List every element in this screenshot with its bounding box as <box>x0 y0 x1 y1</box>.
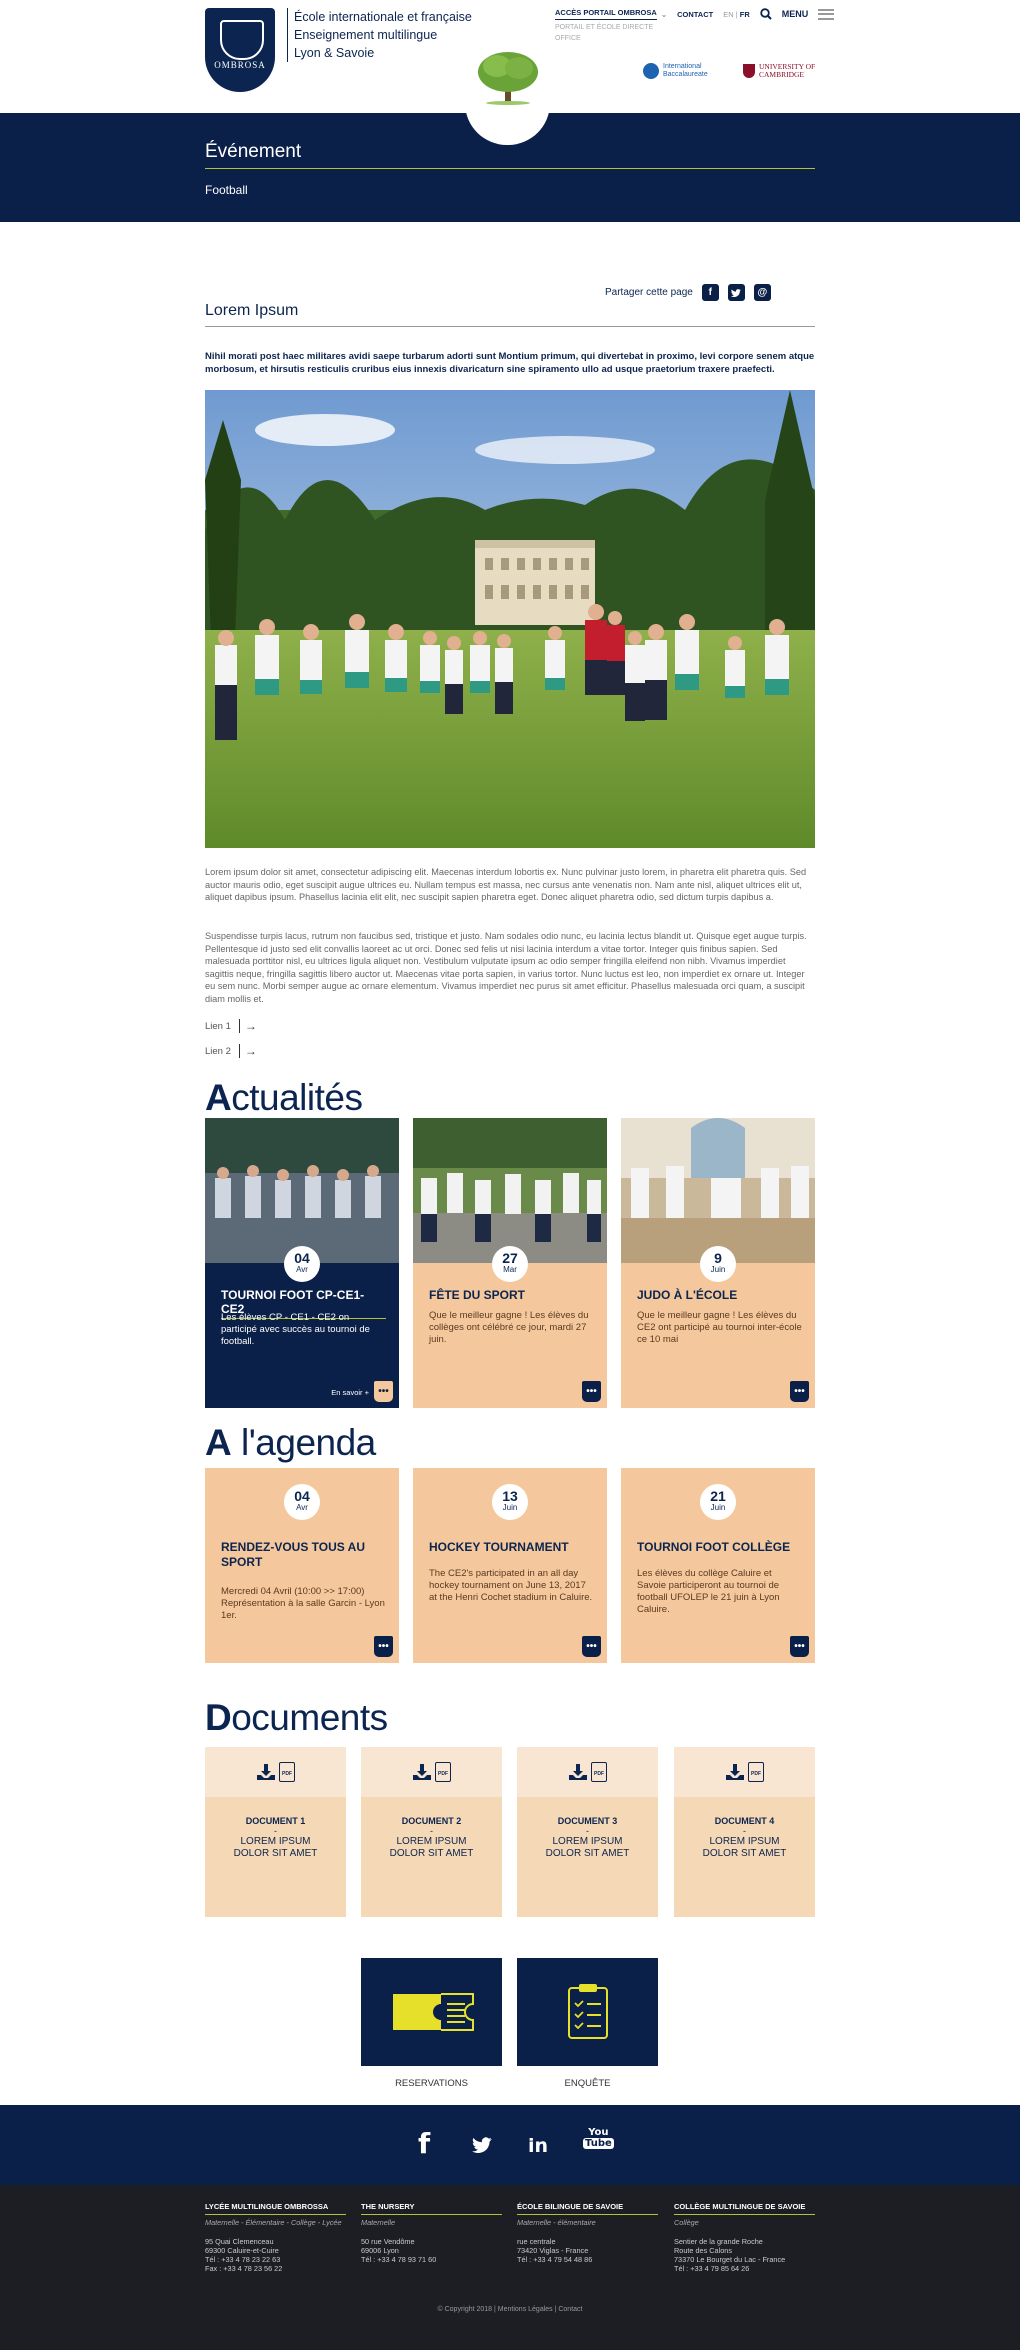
lang-fr[interactable]: FR <box>739 9 750 19</box>
link-1-label: Lien 1 <box>205 1020 231 1032</box>
news-card-text: Les élèves CP - CE1 - CE2 on participé avec succès au tournoi de football. <box>221 1312 370 1347</box>
agenda-card-text: Mercredi 04 Avril (10:00 >> 17:00) Représentation à la salle Garcin - Lyon 1er. <box>221 1586 385 1621</box>
news-card-date <box>700 1246 736 1282</box>
document-card[interactable] <box>361 1747 502 1917</box>
actualites-heading-rest: ctualités <box>231 1077 363 1118</box>
site-footer <box>0 2185 1020 2350</box>
date-month: Juin <box>710 1265 726 1274</box>
link-1[interactable] <box>205 1019 257 1033</box>
footer-line: Tél : +33 4 78 23 22 63 <box>205 2255 281 2264</box>
agenda-card-title: RENDEZ-VOUS TOUS AU SPORT <box>221 1540 366 1569</box>
document-desc: LOREM IPSUM DOLOR SIT AMET <box>702 1836 787 1859</box>
school-line-2: Enseignement multilingue <box>294 28 438 42</box>
date-day: 04 <box>294 1250 310 1266</box>
ib-text: International Baccalaureate <box>663 63 708 78</box>
agenda-card-text: The CE2's participated in an all day hockey tournament on June 13, 2017 at the Henri Cochet stadium in Caluire. <box>429 1568 593 1603</box>
more-dots-icon[interactable]: ••• <box>790 1381 809 1402</box>
footer-heading[interactable]: LYCÉE MULTILINGUE OMBROSSA <box>205 2202 346 2215</box>
school-crest-logo[interactable] <box>205 8 275 92</box>
footer-sub: Maternelle - élémentaire <box>517 2218 596 2227</box>
agenda-card-date <box>492 1484 528 1520</box>
agenda-card[interactable] <box>413 1468 607 1663</box>
article-paragraph-1: Lorem ipsum dolor sit amet, consectetur adipiscing elit. Maecenas interdum lobortis ex. Nunc pulvinar justo lorem, in pharetra elit pharetra quis. Sed auctor mauris odio, eget suscipit augue ultrices eu. Nullam tempus est massa, nec cursus ante venenatis non. Nam ante nisl, aliquet ultrices elit ut, aliquet dapibus ipsum. Phasellus lacinia elit elit, nec suscipit sapien pharetra eget. Donec aliquet pharetra odio, sed dictum turpis dapibus a. <box>205 867 807 903</box>
footer-line: 73420 Viglas - France <box>517 2246 589 2255</box>
date-month: Avr <box>296 1503 308 1512</box>
chevron-down-icon[interactable]: ⌄ <box>660 9 668 19</box>
footer-sub: Collège <box>674 2218 699 2227</box>
clipboard-checklist-icon <box>517 1958 658 2066</box>
tree-logo-icon[interactable] <box>475 50 541 105</box>
ticket-icon <box>361 1958 502 2066</box>
news-card-image <box>205 1118 399 1266</box>
ib-globe-icon <box>643 63 659 79</box>
language-switch <box>723 10 750 19</box>
portail-subtitle: PORTAIL ET ÉCOLE DIRECTE OFFICE <box>555 24 654 42</box>
document-dash: - <box>430 1826 433 1836</box>
menu-label[interactable]: MENU <box>781 9 809 19</box>
news-card[interactable] <box>205 1118 399 1408</box>
agenda-card-date <box>700 1484 736 1520</box>
article-lead: Nihil morati post haec militares avidi saepe turbarum adorti sunt Montium primum, qui divertebat in proximo, levi corpore senem atque morbosum, et hirsutis resticulis cruribus eius innexis divaricaturn sine spiramento ullo ad usque praetorium traxere praefecti. <box>205 351 815 375</box>
pdf-icon: PDF <box>435 1762 451 1782</box>
youtube-bottom: Tube <box>585 2138 612 2149</box>
share-bar <box>605 284 771 301</box>
arrow-right-icon: → <box>239 1019 257 1033</box>
date-month: Juin <box>502 1503 518 1512</box>
top-nav <box>555 8 834 20</box>
crest-text: OMBROSA <box>214 60 266 70</box>
email-share-icon[interactable]: @ <box>754 284 771 301</box>
footer-line: Fax : +33 4 78 23 56 22 <box>205 2264 283 2273</box>
date-month: Mar <box>503 1265 517 1274</box>
more-dots-icon[interactable]: ••• <box>374 1636 393 1657</box>
download-icon[interactable] <box>256 1762 276 1782</box>
footer-line: 69006 Lyon <box>361 2246 399 2255</box>
footer-sub: Maternelle - Élémentaire - Collège - Lycée <box>205 2218 342 2227</box>
share-label: Partager cette page <box>605 287 693 298</box>
document-title: DOCUMENT 2 <box>401 1816 462 1826</box>
school-line-1: École internationale et française <box>294 10 472 24</box>
reservations-label[interactable]: RESERVATIONS <box>395 2078 468 2089</box>
agenda-card[interactable] <box>621 1468 815 1663</box>
actualites-heading-initial: A <box>205 1077 232 1118</box>
document-card[interactable] <box>674 1747 815 1917</box>
copyright[interactable]: © Copyright 2018 | Mentions Légales | Contact <box>437 2306 583 2313</box>
more-dots-icon[interactable]: ••• <box>582 1636 601 1657</box>
actualites-heading <box>205 1077 362 1119</box>
agenda-card-date <box>284 1484 320 1520</box>
documents-heading <box>205 1697 388 1739</box>
news-card-text: Que le meilleur gagne ! Les élèves du collèges ont célébré ce jour, mardi 27 juin. <box>429 1310 589 1345</box>
portail-link[interactable]: ACCÈS PORTAIL OMBROSA <box>555 8 657 20</box>
link-2[interactable] <box>205 1044 257 1058</box>
footer-line: Tél : +33 4 79 54 48 86 <box>517 2255 593 2264</box>
agenda-card-title: TOURNOI FOOT COLLÈGE <box>637 1540 791 1554</box>
document-dash: - <box>586 1826 589 1836</box>
hamburger-menu-icon[interactable] <box>818 9 834 20</box>
youtube-icon[interactable] <box>583 2127 614 2149</box>
document-icons <box>674 1747 815 1797</box>
document-desc: LOREM IPSUM DOLOR SIT AMET <box>233 1836 318 1859</box>
agenda-card-text: Les élèves du collège Caluire et Savoie participeront au tournoi de football UFOLEP le 21 juin à Lyon Caluire. <box>637 1568 780 1615</box>
documents-heading-initial: D <box>205 1697 232 1738</box>
twitter-icon[interactable] <box>472 2137 492 2153</box>
footer-heading[interactable]: COLLÈGE MULTILINGUE DE SAVOIE <box>674 2202 815 2215</box>
more-dots-icon[interactable]: ••• <box>582 1381 601 1402</box>
more-dots-icon[interactable]: ••• <box>790 1636 809 1657</box>
date-month: Avr <box>296 1265 308 1274</box>
youtube-top: You <box>588 2127 609 2138</box>
download-icon[interactable] <box>725 1762 745 1782</box>
date-month: Juin <box>710 1503 726 1512</box>
page-title: Événement <box>205 141 815 169</box>
arrow-right-icon: → <box>239 1044 257 1058</box>
lang-separator: | <box>735 9 738 19</box>
footer-line: Tél : +33 4 79 85 64 26 <box>674 2264 750 2273</box>
article-title: Lorem Ipsum <box>205 302 815 327</box>
social-bar <box>0 2105 1020 2185</box>
news-card[interactable] <box>413 1118 607 1408</box>
link-2-label: Lien 2 <box>205 1045 231 1057</box>
date-day: 27 <box>502 1250 518 1266</box>
event-photo <box>205 390 815 848</box>
news-card-image <box>621 1118 815 1266</box>
search-icon[interactable] <box>760 8 772 20</box>
reservations-tile[interactable] <box>361 1958 502 2066</box>
survey-label[interactable]: ENQUÊTE <box>564 2078 611 2089</box>
news-card-text: Que le meilleur gagne ! Les élèves du CE2 ont participé au tournoi inter-école ce 10 mai <box>637 1310 802 1345</box>
date-day: 9 <box>714 1250 722 1266</box>
document-title: DOCUMENT 4 <box>714 1816 775 1826</box>
article-paragraph-2: Suspendisse turpis lacus, rutrum non faucibus sed, tristique et justo. Nam sodales odio nunc, eu lacinia lectus blandit ut. Quisque eget augue turpis. Pellentesque id justo sed elit convallis laoreet ac ut orci. Donec sed felis ut nisi lacinia interdum a vitae tortor. Integer quis finibus sapien. Sed malesuada porttitor nisl, eu ultrices ligula aliquet non. Vestibulum vulputate ipsum ac odio semper fringilla eleifend non nibh. Vivamus imperdiet sagittis neque, fringilla sagittis libero auctor ut. Maecenas vitae porta sapien, in varius tortor. Nunc luctus est leo, non imperdiet ex ornare ut. Integer eu sem nunc. Morbi semper augue ac ornare elementum. Vivamus imperdiet nec purus sit amet efficitur. Phasellus malesuada orci quam, a suscipit diam mollis et. <box>205 931 807 1004</box>
pdf-icon: PDF <box>748 1762 764 1782</box>
cambridge-logo[interactable] <box>743 63 821 79</box>
news-card-date <box>284 1246 320 1282</box>
footer-line: Tél : +33 4 78 93 71 60 <box>361 2255 437 2264</box>
document-desc: LOREM IPSUM DOLOR SIT AMET <box>545 1836 630 1859</box>
footer-sub: Maternelle <box>361 2218 396 2227</box>
download-icon[interactable] <box>568 1762 588 1782</box>
footer-line: 95 Quai Clemenceau <box>205 2237 274 2246</box>
footer-heading[interactable]: ÉCOLE BILINGUE DE SAVOIE <box>517 2202 658 2215</box>
agenda-heading-initial: A <box>205 1422 232 1463</box>
ib-logo[interactable] <box>643 63 711 79</box>
agenda-heading-rest: l'agenda <box>231 1422 376 1463</box>
linkedin-icon[interactable]: in <box>528 2135 549 2157</box>
footer-line: Sentier de la grande Roche <box>674 2237 763 2246</box>
footer-column <box>205 2202 346 2273</box>
footer-line: rue centrale <box>517 2237 556 2246</box>
document-title: DOCUMENT 3 <box>557 1816 618 1826</box>
more-dots-icon[interactable]: ••• <box>374 1381 393 1402</box>
document-icons <box>205 1747 346 1797</box>
news-card-image <box>413 1118 607 1266</box>
pdf-icon: PDF <box>591 1762 607 1782</box>
footer-column <box>674 2202 815 2273</box>
agenda-card-title: HOCKEY TOURNAMENT <box>429 1540 569 1554</box>
news-card-title: JUDO À L'ÉCOLE <box>637 1288 738 1302</box>
agenda-card[interactable] <box>205 1468 399 1663</box>
date-day: 13 <box>502 1488 518 1504</box>
document-icons <box>517 1747 658 1797</box>
document-dash: - <box>743 1826 746 1836</box>
news-card[interactable] <box>621 1118 815 1408</box>
contact-link[interactable]: CONTACT <box>677 9 714 19</box>
pdf-icon: PDF <box>279 1762 295 1782</box>
twitter-share-icon[interactable] <box>728 284 745 301</box>
document-icons <box>361 1747 502 1797</box>
footer-line: Route des Calons <box>674 2246 733 2255</box>
school-line-3: Lyon & Savoie <box>294 46 375 60</box>
document-card[interactable] <box>517 1747 658 1917</box>
footer-column <box>517 2202 658 2264</box>
lang-en[interactable]: EN <box>723 9 734 19</box>
footer-column <box>361 2202 502 2264</box>
facebook-icon[interactable]: f <box>418 2127 431 2160</box>
download-icon[interactable] <box>412 1762 432 1782</box>
survey-tile[interactable] <box>517 1958 658 2066</box>
read-more-link[interactable]: En savoir + <box>331 1388 369 1397</box>
school-name[interactable] <box>287 8 472 62</box>
agenda-heading <box>205 1422 376 1464</box>
date-day: 21 <box>710 1488 726 1504</box>
date-day: 04 <box>294 1488 310 1504</box>
cambridge-shield-icon <box>743 64 755 78</box>
footer-heading[interactable]: THE NURSERY <box>361 2202 502 2215</box>
document-card[interactable] <box>205 1747 346 1917</box>
facebook-share-icon[interactable]: f <box>702 284 719 301</box>
documents-heading-rest: ocuments <box>231 1697 388 1738</box>
document-dash: - <box>274 1826 277 1836</box>
news-card-title: FÊTE DU SPORT <box>429 1288 526 1302</box>
breadcrumb[interactable]: Football <box>205 183 248 197</box>
document-desc: LOREM IPSUM DOLOR SIT AMET <box>389 1836 474 1859</box>
news-card-date <box>492 1246 528 1282</box>
footer-line: 50 rue Vendôme <box>361 2237 415 2246</box>
document-title: DOCUMENT 1 <box>245 1816 306 1826</box>
footer-line: 69300 Caluire-et-Cuire <box>205 2246 279 2255</box>
cambridge-text: UNIVERSITY OF CAMBRIDGE <box>759 62 816 79</box>
news-card-title: TOURNOI FOOT CP-CE1-CE2 <box>221 1288 386 1319</box>
footer-line: 73370 Le Bourget du Lac - France <box>674 2255 786 2264</box>
